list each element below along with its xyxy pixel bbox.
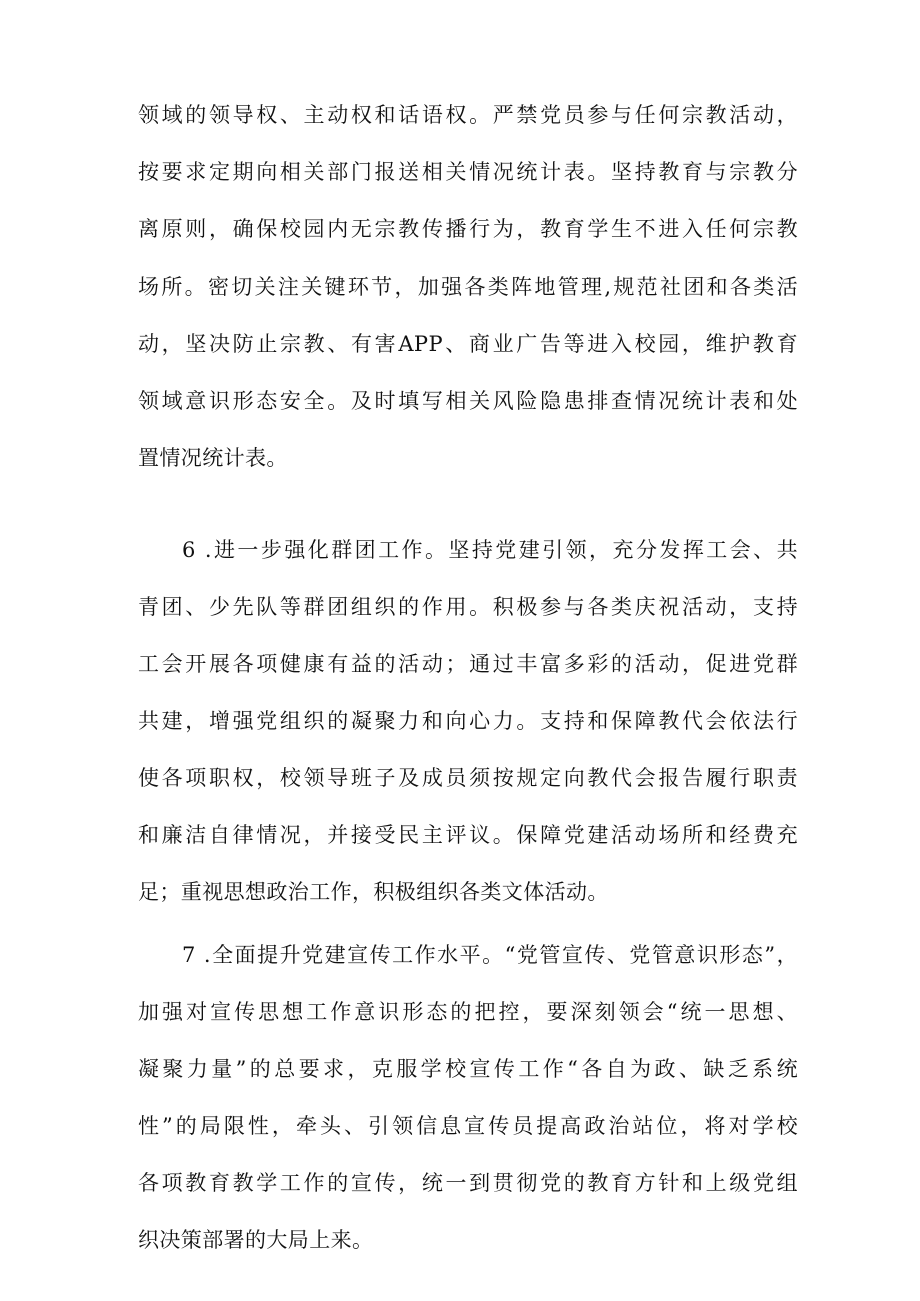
text-line: 离原则，确保校园内无宗教传播行为，教育学生不进入任何宗教	[138, 217, 798, 241]
text-line: 各项教育教学工作的宣传，统一到贯彻党的教育方针和上级党组	[138, 1171, 798, 1195]
text-line: 加强对宣传思想工作意识形态的把控，要深刻领会“统一思想、	[138, 1000, 798, 1024]
text-line: 置情况统计表。	[138, 446, 288, 470]
text-line: 凝聚力量”的总要求，克服学校宣传工作“各自为政、缺乏系统	[138, 1057, 798, 1081]
text-line: 使各项职权，校领导班子及成员须按规定向教代会报告履行职责	[138, 766, 798, 790]
text-line: 和廉洁自律情况，并接受民主评议。保障党建活动场所和经费充	[138, 823, 798, 847]
text-line: 足；重视思想政治工作，积极组织各类文体活动。	[138, 880, 609, 904]
text-line: 场所。密切关注关键环节，加强各类阵地管理,规范社团和各类活	[138, 275, 798, 299]
text-line: 领域意识形态安全。及时填写相关风险隐患排查情况统计表和处	[138, 389, 798, 413]
text-line: 7 .全面提升党建宣传工作水平。“党管宣传、党管意识形态”，	[182, 943, 798, 967]
text-line: 动，坚决防止宗教、有害APP、商业广告等进入校园，维护教育	[138, 332, 798, 356]
text-line: 性”的局限性，牵头、引领信息宣传员提高政治站位，将对学校	[138, 1114, 798, 1138]
text-line: 织决策部署的大局上来。	[138, 1228, 374, 1252]
text-line: 共建，增强党组织的凝聚力和向心力。支持和保障教代会依法行	[138, 709, 798, 733]
text-line: 按要求定期向相关部门报送相关情况统计表。坚持教育与宗教分	[138, 160, 798, 184]
text-line: 领域的领导权、主动权和话语权。严禁党员参与任何宗教活动，	[138, 103, 798, 127]
text-line: 青团、少先队等群团组织的作用。积极参与各类庆祝活动，支持	[138, 595, 798, 619]
text-line: 工会开展各项健康有益的活动；通过丰富多彩的活动，促进党群	[138, 652, 798, 676]
text-line: 6 .进一步强化群团工作。坚持党建引领，充分发挥工会、共	[182, 538, 798, 562]
